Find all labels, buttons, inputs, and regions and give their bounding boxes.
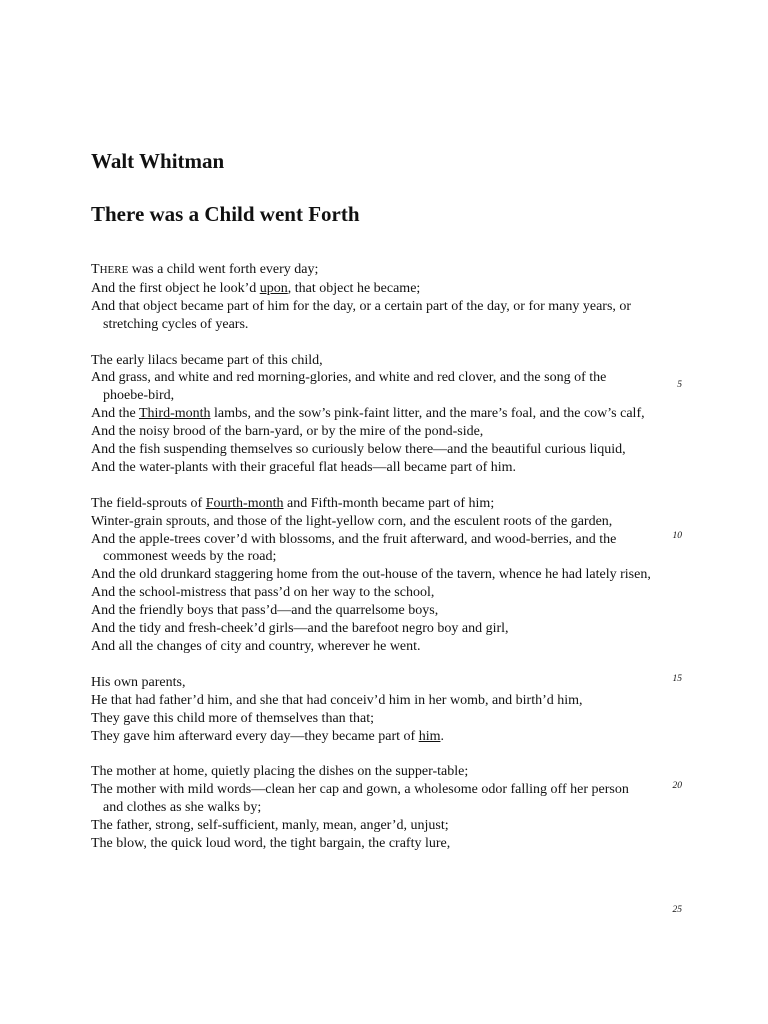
poem-line: They gave this child more of themselves than that; xyxy=(91,710,375,726)
stanza-4 xyxy=(91,674,651,746)
line-number: 10 xyxy=(672,531,682,541)
poem-line: The blow, the quick loud word, the tight bargain, the crafty lure, xyxy=(91,835,451,851)
stanza-1 xyxy=(91,261,651,334)
poem-line: And the friendly boys that pass’d—and the quarrelsome boys, xyxy=(91,603,439,619)
underlined-link-text[interactable]: Third-month xyxy=(138,406,211,422)
poem-line: And the noisy brood of the barn-yard, or by the mire of the pond-side, xyxy=(91,424,484,440)
line-text: . xyxy=(440,728,444,744)
poem-line: The mother at home, quietly placing the dishes on the supper-table; xyxy=(91,764,469,780)
poem-line xyxy=(91,405,651,423)
stanza-2 xyxy=(91,352,651,477)
line-number: 5 xyxy=(677,380,682,390)
poem-line: The mother with mild words—clean her cap and gown, a wholesome odor falling off her person and clothes as she walks by; xyxy=(91,782,629,816)
small-caps-initial: T xyxy=(91,262,100,277)
small-caps-word: HERE xyxy=(99,264,129,276)
poem-line: And the tidy and fresh-cheek’d girls—and the barefoot negro boy and girl, xyxy=(91,621,509,637)
poem-line xyxy=(91,280,651,298)
poem-line: He that had father’d him, and she that had conceiv’d him in her womb, and birth’d him, xyxy=(91,692,583,708)
line-text: They gave him afterward every day—they became part of xyxy=(91,728,419,744)
poem-body xyxy=(91,261,651,871)
line-text: was a child went forth every day; xyxy=(128,262,319,277)
underlined-link-text[interactable]: upon xyxy=(259,280,288,296)
underlined-link-text[interactable]: Fourth-month xyxy=(205,495,284,511)
line-text: And the first object he look’d xyxy=(91,280,260,296)
poem-line: And the fish suspending themselves so curiously below there—and the beautiful curious liquid, xyxy=(91,442,626,458)
poem-line: The father, strong, self-sufficient, manly, mean, anger’d, unjust; xyxy=(91,818,449,834)
poem-line xyxy=(91,728,651,746)
stanza-5 xyxy=(91,763,651,853)
line-number: 20 xyxy=(672,781,682,791)
poem-line xyxy=(91,495,651,513)
poem-line: And all the changes of city and country, wherever he went. xyxy=(91,639,421,654)
poem-line xyxy=(91,261,651,280)
stanza-3 xyxy=(91,495,651,656)
poem-line: And the apple-trees cover’d with blossoms, and the fruit afterward, and wood-berries, and the commonest weeds by the road; xyxy=(91,531,617,565)
poem-line: The early lilacs became part of this child, xyxy=(91,352,323,368)
line-number: 25 xyxy=(672,905,682,915)
line-text: lambs, and the sow’s pink-faint litter, and the mare’s foal, and the cow’s calf, xyxy=(210,406,645,422)
poem-line: And that object became part of him for the day, or a certain part of the day, or for many years, or stretching cycles of years. xyxy=(91,298,632,332)
poem-line: His own parents, xyxy=(91,674,186,690)
poem-line: And grass, and white and red morning-glories, and white and red clover, and the song of the phoebe-bird, xyxy=(91,370,607,404)
author-heading: Walt Whitman xyxy=(91,149,225,173)
line-text: , that object he became; xyxy=(287,280,421,296)
poem-line: Winter-grain sprouts, and those of the light-yellow corn, and the esculent roots of the garden, xyxy=(91,513,613,529)
line-number: 15 xyxy=(672,674,682,684)
line-text: and Fifth-month became part of him; xyxy=(283,495,495,511)
poem-line: And the water-plants with their graceful flat heads—all became part of him. xyxy=(91,459,517,475)
poem-title: There was a Child went Forth xyxy=(91,202,360,226)
line-text: The field-sprouts of xyxy=(91,495,206,511)
line-text: And the xyxy=(91,406,139,422)
underlined-link-text[interactable]: him xyxy=(418,728,441,744)
poem-line: And the old drunkard staggering home from the out-house of the tavern, whence he had lately risen, xyxy=(91,567,651,583)
poem-line: And the school-mistress that pass’d on her way to the school, xyxy=(91,585,435,601)
